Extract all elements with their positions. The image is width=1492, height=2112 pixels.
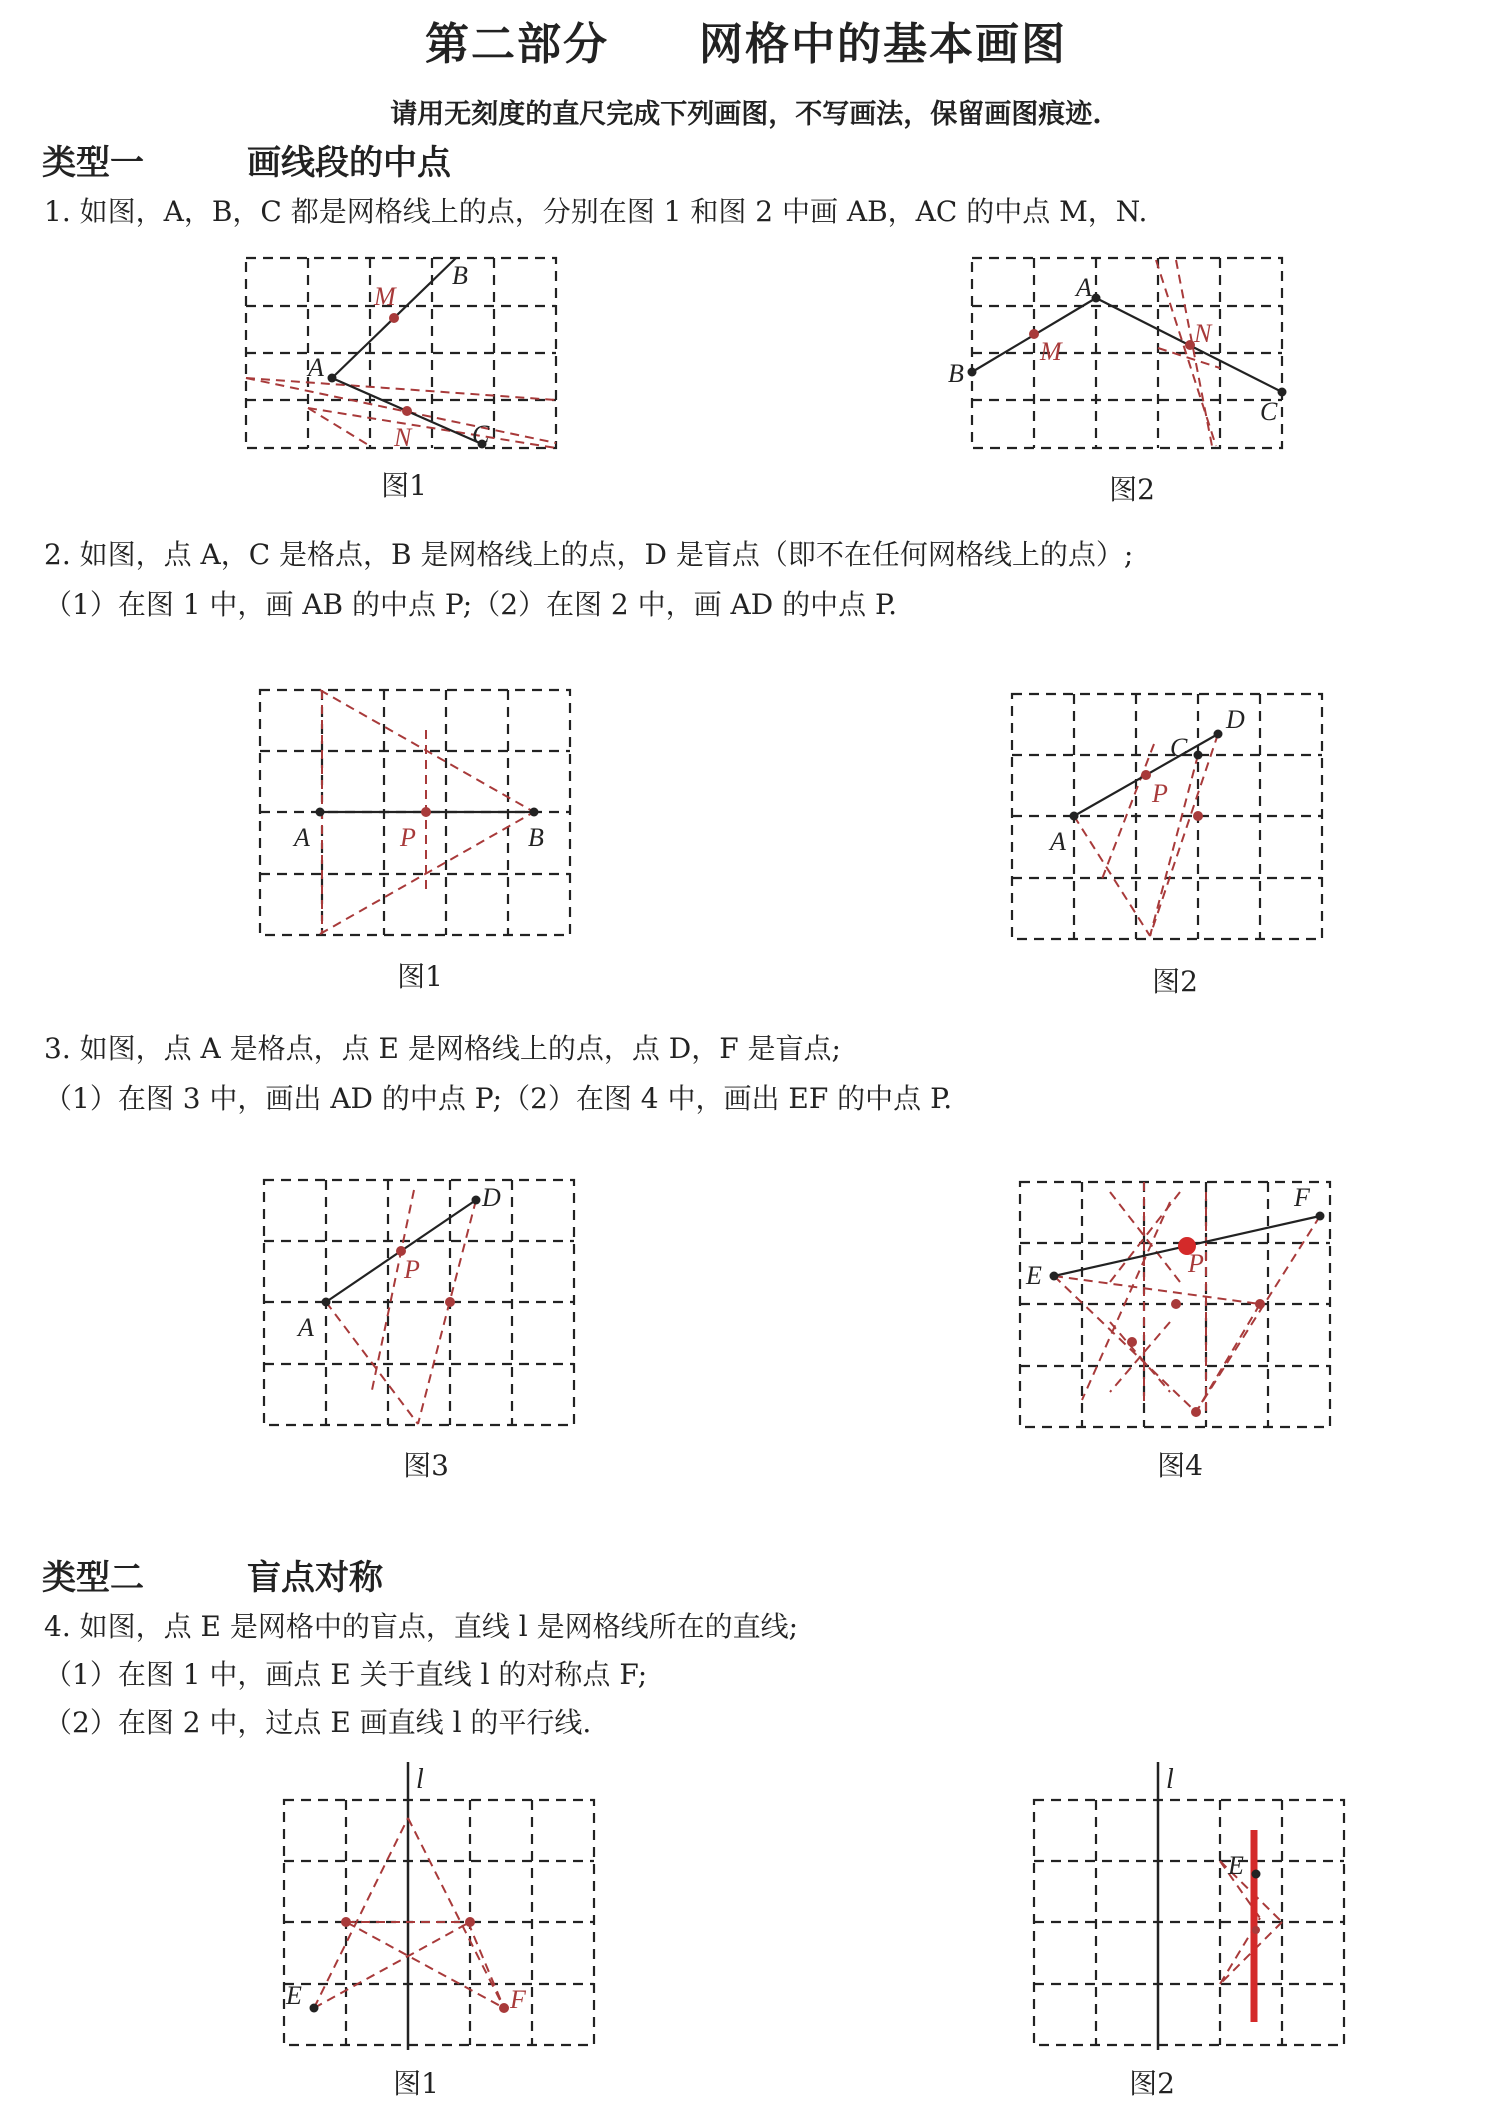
section-2-name: 盲点对称 <box>247 1558 383 1598</box>
question-4-line-1: 4. 如图，点 E 是网格中的盲点，直线 l 是网格线所在的直线; <box>44 1610 799 1643</box>
label-M: M <box>374 282 396 311</box>
label-A: A <box>298 1313 314 1342</box>
label-N: N <box>394 423 412 452</box>
label-E: E <box>1026 1261 1042 1290</box>
question-3-line-1: 3. 如图，点 A 是格点，点 E 是网格线上的点，点 D，F 是盲点; <box>44 1032 841 1065</box>
section-2-label: 类型二 <box>42 1558 144 1598</box>
q2-figure-2 <box>1002 684 1332 944</box>
section-1-name: 画线段的中点 <box>247 143 451 183</box>
label-E: E <box>1228 1851 1244 1880</box>
title-name: 网格中的基本画图 <box>699 19 1067 70</box>
label-A: A <box>1076 273 1092 302</box>
label-P: P <box>404 1255 420 1284</box>
label-M: M <box>1040 337 1062 366</box>
question-2-line-2: （1）在图 1 中，画 AB 的中点 P;（2）在图 2 中，画 AD 的中点 P. <box>44 588 898 621</box>
label-C: C <box>1170 733 1188 762</box>
question-2-line-1: 2. 如图，点 A，C 是格点，B 是网格线上的点，D 是盲点（即不在任何网格线上的点）; <box>44 538 1134 571</box>
q1-figure-2 <box>942 248 1292 458</box>
question-1: 1. 如图，A，B，C 都是网格线上的点，分别在图 1 和图 2 中画 AB，AC 的中点 M，N. <box>44 195 1148 228</box>
label-C: C <box>472 420 490 449</box>
label-N: N <box>1194 319 1212 348</box>
caption-q1-fig2: 图2 <box>1109 473 1155 506</box>
label-A: A <box>294 823 310 852</box>
caption-q2-fig1: 图1 <box>397 960 443 993</box>
q4-figure-1 <box>272 1750 612 2055</box>
q1-figure-1 <box>236 248 566 458</box>
label-l: l <box>1166 1764 1174 1795</box>
title-part: 第二部分 <box>425 19 609 70</box>
label-D: D <box>1226 705 1245 734</box>
label-l: l <box>416 1764 424 1795</box>
label-B: B <box>528 823 544 852</box>
caption-q1-fig1: 图1 <box>381 469 427 502</box>
question-3-line-2: （1）在图 3 中，画出 AD 的中点 P;（2）在图 4 中，画出 EF 的中点 P. <box>44 1082 953 1115</box>
instruction: 请用无刻度的直尺完成下列画图，不写画法，保留画图痕迹. <box>390 99 1102 130</box>
caption-q3-fig4: 图4 <box>1157 1449 1203 1482</box>
label-A: A <box>1050 827 1066 856</box>
q2-figure-1 <box>250 680 580 940</box>
caption-q4-fig2: 图2 <box>1129 2067 1175 2100</box>
label-D: D <box>482 1183 501 1212</box>
page-title <box>0 8 1492 72</box>
question-4-line-3: （2）在图 2 中，过点 E 画直线 l 的平行线. <box>44 1706 592 1739</box>
label-F: F <box>510 1985 526 2014</box>
label-B: B <box>452 261 468 290</box>
section-1-heading <box>42 135 742 183</box>
label-B: B <box>948 359 964 388</box>
q3-figure-4 <box>1010 1172 1340 1432</box>
caption-q4-fig1: 图1 <box>393 2067 439 2100</box>
label-P: P <box>400 823 416 852</box>
q3-figure-3 <box>254 1170 584 1430</box>
section-2-heading <box>42 1550 742 1598</box>
caption-q3-fig3: 图3 <box>403 1449 449 1482</box>
label-P: P <box>1152 779 1168 808</box>
q4-figure-2 <box>1022 1750 1362 2055</box>
section-1-label: 类型一 <box>42 143 144 183</box>
label-E: E <box>286 1981 302 2010</box>
label-C: C <box>1260 397 1278 426</box>
caption-q2-fig2: 图2 <box>1152 965 1198 998</box>
label-F: F <box>1294 1183 1310 1212</box>
label-P: P <box>1188 1249 1204 1278</box>
label-A: A <box>308 353 324 382</box>
question-4-line-2: （1）在图 1 中，画点 E 关于直线 l 的对称点 F; <box>44 1658 648 1691</box>
